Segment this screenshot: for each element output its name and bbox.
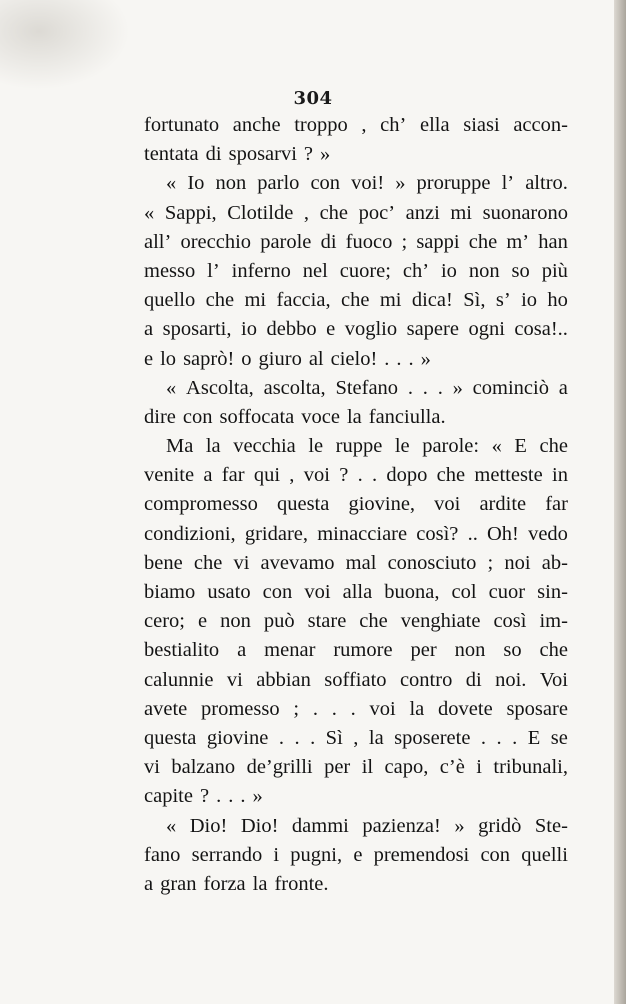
word: gran <box>160 872 197 895</box>
word: Oh! <box>487 522 519 545</box>
word: abbian <box>256 668 311 691</box>
word: . <box>312 697 318 720</box>
word: dica! <box>411 289 453 312</box>
word: Stefano <box>335 376 399 399</box>
word: voi <box>304 581 331 603</box>
word: « <box>166 172 177 195</box>
word: voi <box>303 464 330 487</box>
word: compromesso <box>144 493 258 516</box>
word: di <box>320 230 337 253</box>
word: col <box>451 581 477 603</box>
word: . <box>216 785 222 808</box>
word: la <box>368 726 384 749</box>
page-stain <box>0 0 130 90</box>
word: . <box>512 726 518 749</box>
word: siasi <box>463 114 500 136</box>
word: può <box>263 610 295 633</box>
word: che <box>539 435 568 458</box>
word: la <box>252 872 268 895</box>
word: capite <box>144 785 193 808</box>
word: lo <box>160 347 177 370</box>
word: ascolta, <box>263 376 326 399</box>
word: ? <box>339 464 349 487</box>
word: , <box>353 726 359 749</box>
word: . <box>496 726 502 749</box>
word: debbo <box>266 318 317 341</box>
word: » <box>420 347 431 370</box>
text-line <box>144 782 568 811</box>
word: l’ <box>501 172 515 195</box>
word: minacciare <box>317 522 408 545</box>
word: l’ <box>207 259 220 282</box>
word: . <box>278 726 284 749</box>
text-line <box>144 578 568 607</box>
word: non <box>220 610 251 633</box>
word: E <box>514 435 527 458</box>
text-line <box>144 841 568 870</box>
word: » <box>454 814 465 837</box>
word: Clotilde <box>227 201 294 224</box>
word: conosciuto <box>387 551 477 574</box>
text-line <box>144 374 568 403</box>
word: giuro <box>258 347 302 370</box>
word: a <box>203 464 213 487</box>
page-edge-shadow <box>614 0 626 1004</box>
word: , <box>361 114 367 136</box>
word: o <box>241 347 252 370</box>
word: più <box>541 259 568 282</box>
word: ardite <box>479 493 527 516</box>
word: ruppe <box>335 435 383 458</box>
text-line <box>144 520 568 549</box>
word: , <box>303 201 309 224</box>
word: accon- <box>513 114 568 136</box>
word: anzi <box>405 201 440 224</box>
word: ; <box>487 551 494 574</box>
text-line <box>144 490 568 519</box>
word: Dio! <box>240 814 279 837</box>
word: venghiate <box>400 610 481 633</box>
word: e <box>353 843 363 866</box>
word: che <box>539 639 568 662</box>
word: contro <box>399 668 453 691</box>
word: bene <box>144 551 183 574</box>
word: sapere <box>406 318 459 341</box>
word: non <box>468 259 500 282</box>
word: proruppe <box>416 172 491 195</box>
word: che <box>359 610 388 633</box>
text-line <box>144 403 568 432</box>
word: . <box>384 347 390 370</box>
word: c’è <box>439 756 465 779</box>
text-line <box>144 111 568 140</box>
word: che <box>436 464 466 487</box>
word: Sì <box>325 726 343 749</box>
word: Io <box>187 172 205 195</box>
word: mi <box>450 201 473 224</box>
word: le <box>308 435 324 458</box>
word: a <box>144 872 154 895</box>
word: con <box>480 843 511 866</box>
word: vi <box>226 668 243 691</box>
word: . <box>408 347 414 370</box>
text-line <box>144 345 568 374</box>
word: cominciò <box>472 376 549 399</box>
word: i <box>476 756 482 779</box>
word: ; <box>401 230 408 253</box>
word: pazienza! <box>362 814 441 837</box>
word: alla <box>342 581 373 603</box>
word: cuore; <box>339 259 391 282</box>
word: biamo <box>144 581 196 603</box>
word: così? <box>416 522 459 545</box>
word: parole <box>260 230 312 253</box>
word: . <box>331 697 337 720</box>
word: di <box>205 143 222 166</box>
word: i <box>273 843 280 866</box>
word: . <box>294 726 300 749</box>
word: . <box>310 726 316 749</box>
text-line <box>144 315 568 344</box>
word: per <box>410 639 437 662</box>
word: usato <box>207 581 251 603</box>
word: io <box>521 289 538 312</box>
word: de’grilli <box>246 756 313 779</box>
word: vi <box>144 756 160 779</box>
word: fano <box>144 843 181 866</box>
word: . <box>437 376 443 399</box>
body-text <box>144 111 568 899</box>
word: che <box>205 289 235 312</box>
word: per <box>324 756 351 779</box>
word: orecchio <box>180 230 252 253</box>
word: soffocata <box>219 405 295 428</box>
word: quello <box>144 289 196 312</box>
word: quelli <box>521 843 568 866</box>
word: . <box>422 376 428 399</box>
text-line <box>144 870 568 899</box>
word: questa <box>276 493 330 516</box>
word: sin- <box>537 581 568 603</box>
word: ch’ <box>380 114 407 136</box>
word: inferno <box>231 259 291 282</box>
word: .. <box>467 522 478 545</box>
text-line <box>144 140 568 169</box>
word: mi <box>244 289 267 312</box>
word: saprò! <box>183 347 235 370</box>
word: « <box>166 376 177 399</box>
word: forza <box>203 872 246 895</box>
word: Voi <box>539 668 568 691</box>
word: calunnie <box>144 668 214 691</box>
word: . <box>407 376 413 399</box>
word: le <box>394 435 410 458</box>
word: che <box>468 230 498 253</box>
word: non <box>215 172 247 195</box>
word: qui <box>253 464 281 487</box>
word: giovine <box>206 726 269 749</box>
word: ? <box>303 143 314 166</box>
word: voce <box>301 405 340 428</box>
word: parlo <box>257 172 300 195</box>
word: a <box>237 639 247 662</box>
word: , <box>289 464 295 487</box>
word: poc’ <box>358 201 396 224</box>
word: vi <box>233 551 250 574</box>
text-line <box>144 461 568 490</box>
word: dammi <box>291 814 349 837</box>
word: fortunato <box>144 114 220 136</box>
word: stare <box>307 610 347 633</box>
word: buona, <box>384 581 440 603</box>
word: sappi <box>416 230 460 253</box>
word: . <box>228 785 234 808</box>
word: anche <box>232 114 281 136</box>
word: fronte. <box>274 872 329 895</box>
word: rumore <box>333 639 393 662</box>
word: ch’ <box>402 259 430 282</box>
word: m’ <box>506 230 530 253</box>
word: gridare, <box>244 522 309 545</box>
word: Ascolta, <box>186 376 254 399</box>
word: noi. <box>495 668 527 691</box>
word: di <box>465 668 482 691</box>
word: » <box>252 785 263 808</box>
word: ? <box>199 785 210 808</box>
word: sposerete <box>394 726 471 749</box>
word: far <box>221 464 245 487</box>
word: ogni <box>468 318 505 341</box>
word: giovine, <box>348 493 416 516</box>
text-line <box>144 636 568 665</box>
word: tentata <box>144 143 199 166</box>
text-line <box>144 812 568 841</box>
word: im- <box>539 610 568 633</box>
word: avevamo <box>260 551 335 574</box>
word: voi! <box>351 172 385 195</box>
word: dovete <box>438 697 493 720</box>
word: tribunali, <box>493 756 568 779</box>
text-line <box>144 607 568 636</box>
word: han <box>538 230 568 253</box>
word: promesso <box>201 697 280 720</box>
word: che <box>340 289 370 312</box>
word: Sì, <box>463 289 486 312</box>
word: troppo <box>294 114 348 136</box>
word: Ste- <box>534 814 568 837</box>
word: parole: <box>422 435 480 458</box>
word: « <box>166 814 177 837</box>
word: . <box>371 464 378 487</box>
word: ho <box>547 289 568 312</box>
text-line <box>144 432 568 461</box>
word: fanciulla. <box>368 405 446 428</box>
word: non <box>454 639 486 662</box>
word: cuor <box>488 581 526 603</box>
word: serrando <box>191 843 263 866</box>
word: s’ <box>495 289 511 312</box>
word: balzano <box>171 756 236 779</box>
word: al <box>308 347 324 370</box>
word: il <box>361 756 374 779</box>
word: bestialito <box>144 639 220 662</box>
text-line <box>144 257 568 286</box>
word: sposarti, <box>162 318 232 341</box>
word: » <box>452 376 463 399</box>
word: so <box>503 639 522 662</box>
word: con <box>262 581 293 603</box>
word: questa <box>144 726 197 749</box>
word: » <box>395 172 406 195</box>
word: sposare <box>506 697 568 720</box>
word: dire <box>144 405 176 428</box>
text-line <box>144 753 568 782</box>
word: e <box>197 610 208 633</box>
word: a <box>558 376 568 399</box>
word: suonarono <box>482 201 568 224</box>
word: voi <box>369 697 396 720</box>
word: che <box>319 201 349 224</box>
word: e <box>144 347 154 370</box>
word: avete <box>144 697 188 720</box>
text-line <box>144 286 568 315</box>
word: . <box>350 697 356 720</box>
word: la <box>346 405 362 428</box>
text-line <box>144 169 568 198</box>
word: premendosi <box>373 843 470 866</box>
text-line <box>144 549 568 578</box>
page-number: 304 <box>293 88 333 109</box>
word: se <box>550 726 568 749</box>
word: . <box>396 347 402 370</box>
word: « <box>144 201 155 224</box>
word: cero; <box>144 610 185 633</box>
word: far <box>545 493 568 516</box>
word: noi <box>504 551 531 574</box>
word: mi <box>379 289 402 312</box>
word: altro. <box>525 172 568 195</box>
word: menar <box>264 639 316 662</box>
text-line <box>144 666 568 695</box>
text-line <box>144 199 568 228</box>
word: pugni, <box>290 843 343 866</box>
word: Sappi, <box>164 201 217 224</box>
text-line <box>144 228 568 257</box>
word: soffiato <box>324 668 387 691</box>
word: sposarvi <box>228 143 297 166</box>
word: mal <box>345 551 377 574</box>
word: faccia, <box>276 289 331 312</box>
word: ab- <box>541 551 568 574</box>
word: all’ <box>144 230 172 253</box>
word: io <box>440 259 457 282</box>
word: voglio <box>344 318 398 341</box>
word: Dio! <box>189 814 228 837</box>
word: . <box>240 785 246 808</box>
word: E <box>527 726 541 749</box>
word: gridò <box>478 814 522 837</box>
word: con <box>182 405 213 428</box>
word: io <box>241 318 257 341</box>
word: cosa!.. <box>514 318 568 341</box>
word: e <box>326 318 336 341</box>
word: messo <box>144 259 196 282</box>
word: venite <box>144 464 195 487</box>
word: Ma <box>166 435 194 458</box>
word: . <box>480 726 487 749</box>
word: così <box>493 610 527 633</box>
word: con <box>310 172 341 195</box>
word: la <box>205 435 221 458</box>
word: ; <box>293 697 300 720</box>
word: » <box>320 143 331 166</box>
word: in <box>552 464 568 487</box>
word: voi <box>434 493 461 516</box>
word: a <box>144 318 154 341</box>
text-line <box>144 724 568 753</box>
word: ella <box>420 114 450 136</box>
text-line <box>144 695 568 724</box>
word: la <box>409 697 425 720</box>
word: vecchia <box>233 435 296 458</box>
word: capo, <box>384 756 429 779</box>
word: nel <box>302 259 328 282</box>
word: . <box>357 464 363 487</box>
word: condizioni, <box>144 522 236 545</box>
word: che <box>193 551 223 574</box>
word: metteste <box>474 464 543 487</box>
word: fuoco <box>345 230 393 253</box>
word: vedo <box>528 522 568 545</box>
word: so <box>511 259 530 282</box>
word: « <box>491 435 502 458</box>
word: dopo <box>386 464 428 487</box>
word: cielo! <box>330 347 378 370</box>
